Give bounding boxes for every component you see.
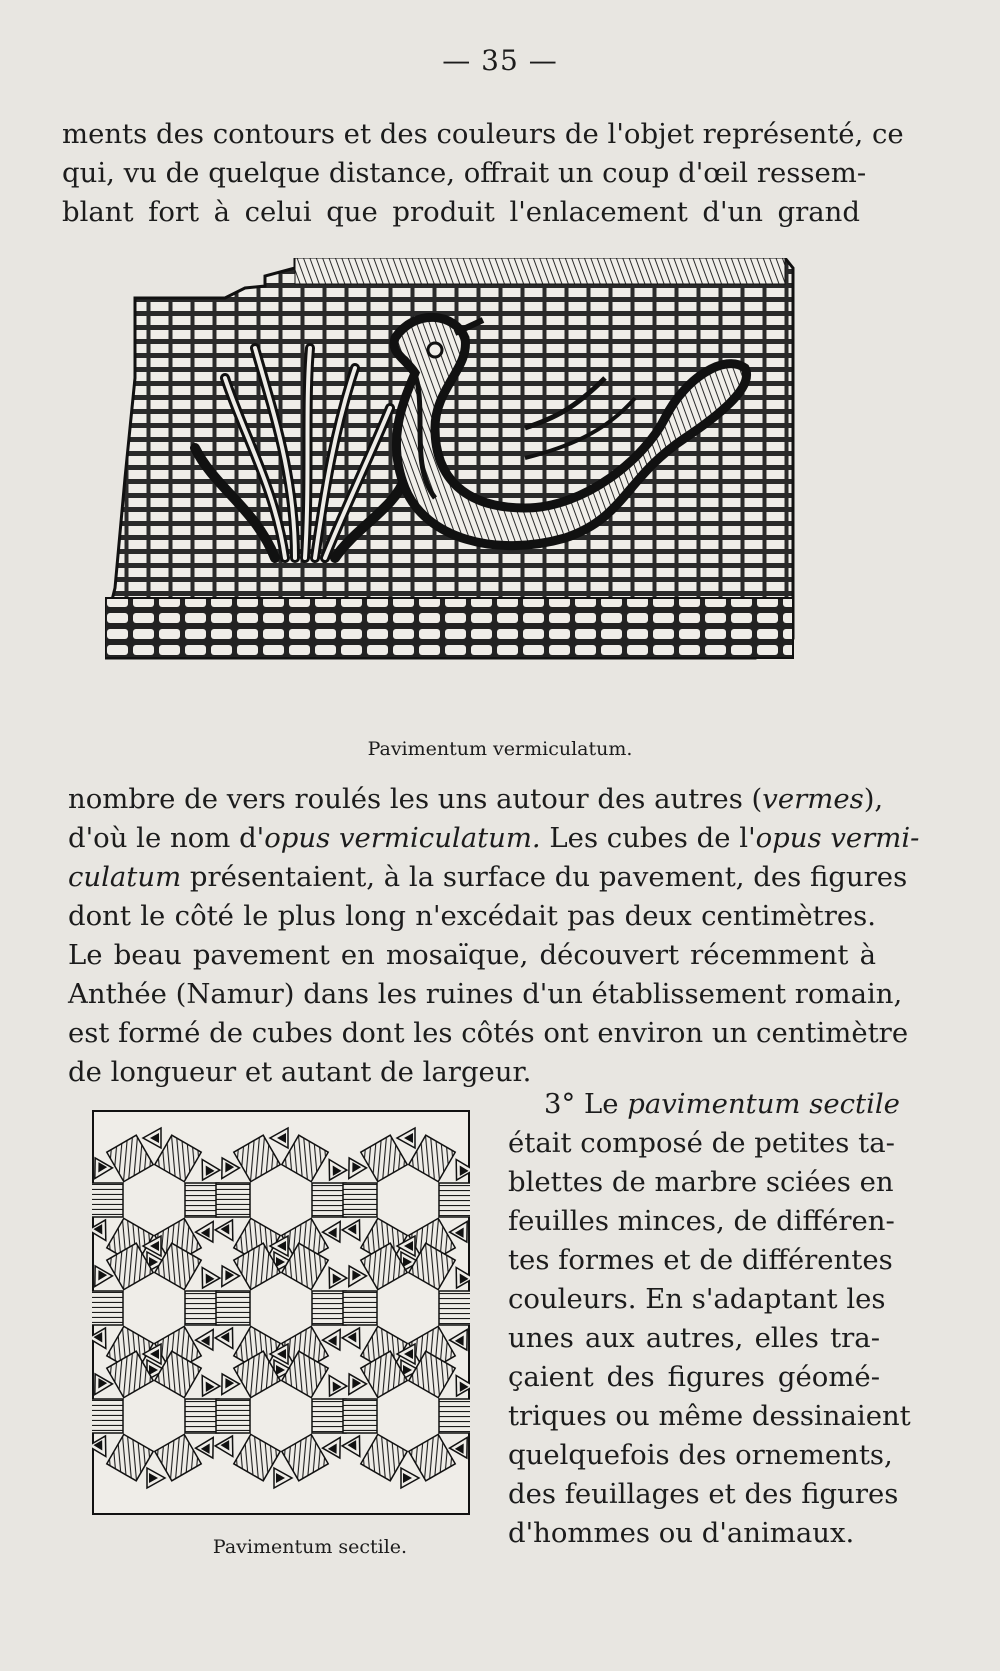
text-line: triques ou même dessinaient [508, 1400, 911, 1432]
text-line: 3° Le pavimentum sectile [544, 1088, 900, 1120]
figure-caption-vermiculatum: Pavimentum vermiculatum. [367, 738, 633, 760]
text-line: d'hommes ou d'animaux. [508, 1517, 855, 1549]
text-line: qui, vu de quelque distance, offrait un coup d'œil ressem- [62, 157, 867, 189]
paragraph-right [508, 1085, 911, 1553]
text-line: Anthée (Namur) dans les ruines d'un établissement romain, [68, 978, 903, 1010]
text-line: des feuillages et des figures [508, 1478, 899, 1510]
text-line: nombre de vers roulés les uns autour des autres (vermes), [68, 783, 884, 815]
text-line: de longueur et autant de largeur. [68, 1056, 532, 1088]
text-line: unes aux autres, elles tra- [508, 1322, 880, 1354]
text-line: Le beau pavement en mosaïque, découvert récemment à [68, 939, 876, 971]
text-line: est formé de cubes dont les côtés ont environ un centimètre [68, 1017, 909, 1049]
text-line: feuilles minces, de différen- [508, 1205, 895, 1237]
text-line: ments des contours et des couleurs de l'objet représenté, ce [62, 118, 904, 150]
text-line: çaient des figures géomé- [508, 1361, 880, 1393]
text-line: culatum présentaient, à la surface du pavement, des figures [68, 861, 908, 893]
text-line: était composé de petites ta- [508, 1127, 895, 1159]
paragraph-middle [68, 780, 920, 1092]
text-line: d'où le nom d'opus vermiculatum. Les cubes de l'opus vermi- [68, 822, 920, 854]
sectile-illustration [92, 1110, 470, 1515]
paragraph-top [62, 115, 904, 232]
text-line: tes formes et de différentes [508, 1244, 893, 1276]
text-line: couleurs. En s'adaptant les [508, 1283, 886, 1315]
vermiculatum-illustration [105, 258, 843, 716]
text-line: quelquefois des ornements, [508, 1439, 893, 1471]
figure-caption-sectile: Pavimentum sectile. [212, 1536, 408, 1558]
text-line: blant fort à celui que produit l'enlacement d'un grand [62, 196, 860, 228]
text-line: dont le côté le plus long n'excédait pas deux centimètres. [68, 900, 876, 932]
page-number: — 35 — [442, 44, 558, 77]
text-line: blettes de marbre sciées en [508, 1166, 894, 1198]
